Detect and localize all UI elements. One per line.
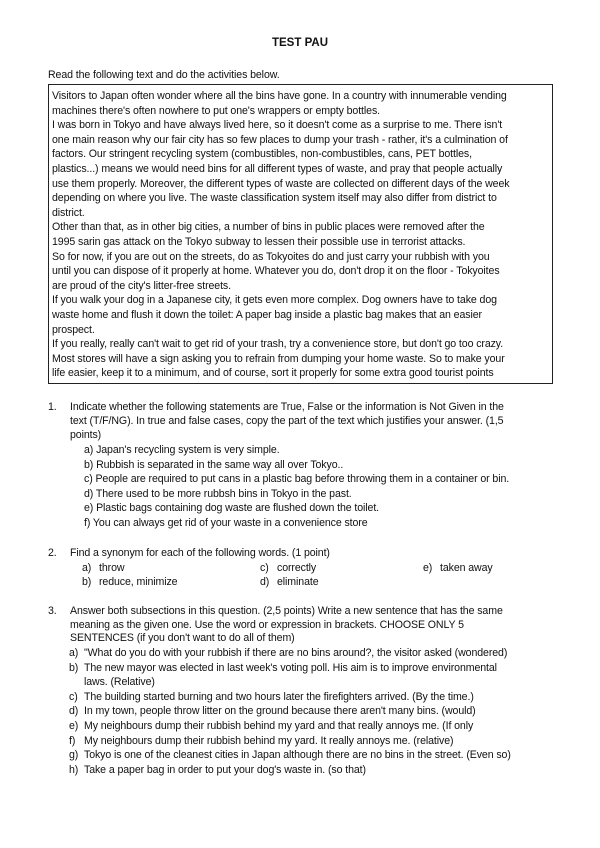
reading-line: until you can dispose of it properly at home. Whatever you do, don't drop it on the floor - Tokyoites	[52, 265, 500, 278]
reading-line: I was born in Tokyo and have always lived here, so it doesn't come as a surprise to me. There isn't	[52, 119, 503, 132]
reading-line: one main reason why our fair city has so few places to dump your trash - rather, it's a culmination of	[52, 133, 508, 146]
sentence-item: My neighbours dump their rubbish behind my yard and that really annoys me. (If only	[84, 720, 474, 732]
reading-line: Visitors to Japan often wonder where all the bins have gone. In a country with innumerable vending	[52, 90, 507, 102]
reading-line: depending on where you live. The waste classification system itself may also differ from district to	[52, 192, 497, 205]
sentence-letter: g)	[69, 749, 79, 762]
reading-line: use them properly. Moreover, the different types of waste are collected on different days of the week	[52, 177, 510, 190]
word-letter: c)	[260, 562, 269, 574]
question-text: meaning as the given one. Use the word or expression in brackets. CHOOSE ONLY 5	[70, 618, 464, 631]
reading-line: So for now, if you are out on the streets, do as Tokyoites do and just carry your rubbish with you	[52, 250, 490, 263]
reading-line: machines there's often nowhere to put one's wrappers or empty bottles.	[52, 104, 380, 117]
sentence-letter: a)	[69, 647, 79, 659]
sentence-item: The building started burning and two hours later the firefighters arrived. (By the time.)	[84, 690, 474, 703]
word-item: throw	[99, 562, 125, 574]
word-item: correctly	[277, 562, 317, 574]
page-title: TEST PAU	[271, 37, 328, 49]
statement-item: c) People are required to put cans in a plastic bag before throwing them in a container or bin.	[84, 473, 510, 486]
statement-item: e) Plastic bags containing dog waste are flushed down the toilet.	[84, 502, 380, 515]
word-item: eliminate	[277, 576, 319, 588]
question-number: 2.	[48, 547, 57, 559]
reading-line: If you really, really can't wait to get rid of your trash, try a convenience store, but don't go too crazy.	[52, 338, 504, 351]
reading-line: are proud of the city's litter-free streets.	[52, 279, 231, 292]
sentence-letter: f)	[69, 734, 76, 747]
statement-item: a) Japan's recycling system is very simple.	[84, 444, 280, 456]
instructions: Read the following text and do the activities below.	[48, 69, 280, 81]
reading-line: factors. Our stringent recycling system (combustibles, non-combustibles, cans, PET bottles,	[52, 148, 472, 161]
reading-line: district.	[52, 206, 85, 219]
question-number: 1.	[48, 401, 57, 413]
sentence-letter: e)	[69, 720, 79, 732]
statement-item: f) You can always get rid of your waste in a convenience store	[84, 517, 368, 529]
sentence-item: laws. (Relative)	[84, 676, 155, 689]
reading-line: prospect.	[52, 323, 95, 336]
reading-line: Other than that, as in other big cities, a number of bins in public places were removed after the	[52, 221, 485, 234]
reading-line: waste home and flush it down the toilet: A paper bag inside a plastic bag makes that an easier	[52, 309, 482, 321]
sentence-letter: c)	[69, 690, 78, 703]
word-letter: e)	[423, 562, 433, 574]
word-letter: a)	[82, 562, 92, 574]
word-item: reduce, minimize	[99, 576, 178, 588]
sentence-item: My neighbours dump their rubbish behind my yard. It really annoys me. (relative)	[84, 734, 454, 747]
sentence-item: "What do you do with your rubbish if there are no bins around?, the visitor asked (wondered)	[84, 647, 508, 659]
reading-line: 1995 sarin gas attack on the Tokyo subway to lessen their possible use in terrorist attacks.	[52, 236, 466, 248]
question-number: 3.	[48, 605, 57, 617]
question-text: Indicate whether the following statements are True, False or the information is Not Given in the	[70, 401, 504, 413]
sentence-letter: h)	[69, 763, 79, 776]
sentence-item: In my town, people throw litter on the ground because there aren't many bins. (would)	[84, 705, 476, 718]
reading-line: If you walk your dog in a Japanese city, it gets even more complex. Dog owners have to take dog	[52, 294, 497, 307]
word-letter: d)	[260, 576, 270, 588]
question-text: Find a synonym for each of the following words. (1 point)	[70, 547, 330, 559]
statement-item: d) There used to be more rubbsh bins in Tokyo in the past.	[84, 487, 352, 500]
question-text: text (T/F/NG). In true and false cases, copy the part of the text which justifies your answer. (1,5	[70, 415, 504, 427]
question-text: Answer both subsections in this question. (2,5 points) Write a new sentence that has the same	[70, 605, 503, 617]
question-text: points)	[70, 429, 102, 441]
word-item: taken away	[440, 562, 493, 574]
sentence-item: The new mayor was elected in last week's voting poll. His aim is to improve environmental	[84, 661, 497, 674]
sentence-letter: b)	[69, 661, 79, 674]
reading-line: Most stores will have a sign asking you to refrain from dumping your home waste. So to make your	[52, 352, 505, 365]
sentence-letter: d)	[69, 705, 79, 718]
reading-line: plastics...) means we would need bins for all different types of waste, and pray that people actually	[52, 163, 503, 175]
sentence-item: Tokyo is one of the cleanest cities in Japan although there are no bins in the street. (Even so)	[84, 749, 511, 762]
question-text: SENTENCES (if you don't want to do all of them)	[70, 632, 295, 644]
statement-item: b) Rubbish is separated in the same way all over Tokyo..	[84, 458, 344, 471]
word-letter: b)	[82, 576, 92, 588]
reading-line: life easier, keep it to a minimum, and of course, sort it properly for some extra good tourist points	[52, 367, 494, 380]
sentence-item: Take a paper bag in order to put your dog's waste in. (so that)	[84, 763, 366, 776]
